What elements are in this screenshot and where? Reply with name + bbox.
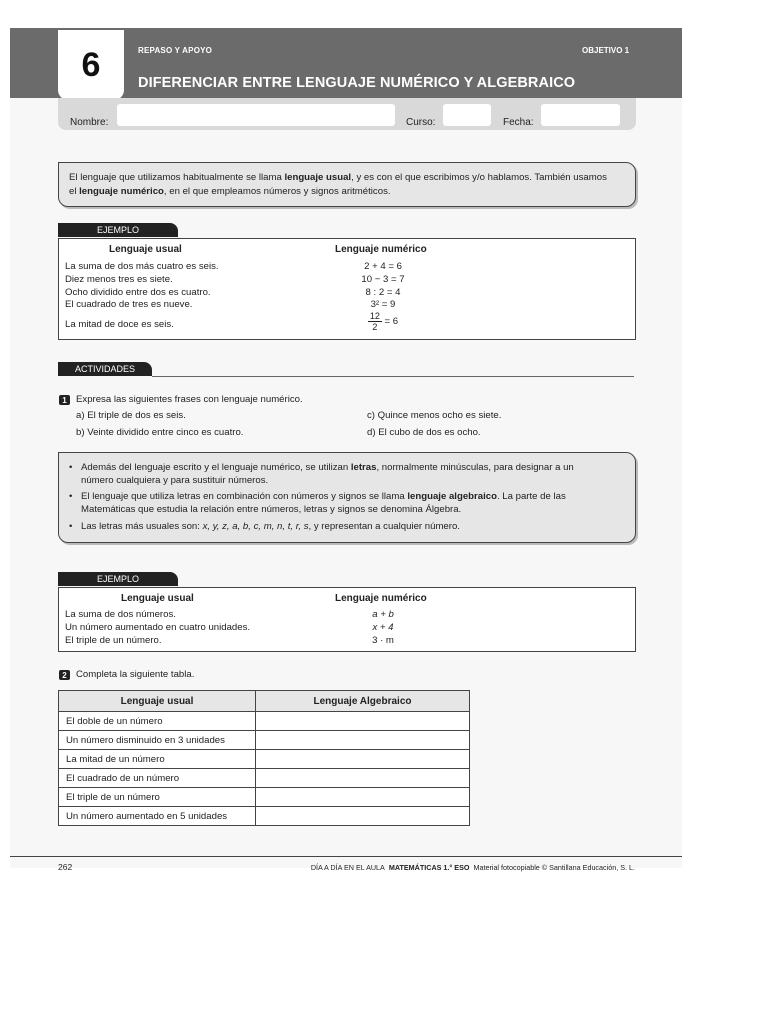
example-numeric: 8 : 2 = 4 bbox=[365, 287, 401, 298]
row-usual-text: El doble de un número bbox=[59, 712, 256, 731]
example-box-1 bbox=[58, 238, 636, 340]
row-usual-text: Un número disminuido en 3 unidades bbox=[59, 731, 256, 750]
question-number-badge: 2 bbox=[59, 670, 70, 680]
course-field[interactable] bbox=[443, 104, 491, 126]
row-usual-text: La mitad de un número bbox=[59, 750, 256, 769]
table-row bbox=[59, 712, 470, 731]
section-label: REPASO Y APOYO bbox=[138, 46, 213, 55]
row-usual-text: Un número aumentado en 5 unidades bbox=[59, 807, 256, 826]
example-usual: La suma de dos más cuatro es seis. bbox=[65, 261, 219, 272]
complete-table bbox=[58, 690, 470, 826]
date-label: Fecha: bbox=[503, 117, 534, 128]
answer-cell[interactable] bbox=[256, 712, 470, 731]
question-2-prompt: Completa la siguiente tabla. bbox=[76, 669, 195, 680]
example-numeric: a + b bbox=[372, 609, 394, 620]
col-header-numeric: Lenguaje numérico bbox=[335, 593, 427, 604]
question-1-item-b: b) Veinte dividido entre cinco es cuatro. bbox=[76, 427, 244, 438]
course-label: Curso: bbox=[406, 117, 436, 128]
footer-credits: DÍA A DÍA EN EL AULA MATEMÁTICAS 1.° ESO Material fotocopiable © Santillana Educación, S. L. bbox=[310, 863, 635, 872]
question-1-prompt: Expresa las siguientes frases con lenguaje numérico. bbox=[76, 394, 303, 405]
info-bullet-3: • Las letras más usuales son: x, y, z, a, b, c, m, n, t, r, s, y representan a cualquier número. bbox=[69, 521, 460, 532]
name-label: Nombre: bbox=[70, 117, 109, 128]
date-field[interactable] bbox=[541, 104, 620, 126]
name-field[interactable] bbox=[117, 104, 395, 126]
page-title: DIFERENCIAR ENTRE LENGUAJE NUMÉRICO Y ALGEBRAICO bbox=[138, 75, 576, 91]
example-usual: La mitad de doce es seis. bbox=[65, 319, 174, 330]
example-usual: Diez menos tres es siete. bbox=[65, 274, 173, 285]
question-1-item-d: d) El cubo de dos es ocho. bbox=[367, 427, 481, 438]
example-numeric-fraction: $\frac{12}{2}$ = 6 bbox=[369, 311, 399, 332]
question-number-badge: 1 bbox=[59, 395, 70, 405]
answer-cell[interactable] bbox=[256, 788, 470, 807]
question-1-item-a: a) El triple de dos es seis. bbox=[76, 410, 186, 421]
example-usual: Ocho dividido entre dos es cuatro. bbox=[65, 287, 211, 298]
algebra-info-box bbox=[58, 452, 636, 543]
intro-line-1: El lenguaje que utilizamos habitualmente se llama lenguaje usual, y es con el que escribimos y/o hablamos. También usamos bbox=[69, 172, 607, 183]
example-numeric: x + 4 bbox=[372, 622, 394, 633]
objective-label: OBJETIVO 1 bbox=[582, 46, 630, 55]
example-usual: Un número aumentado en cuatro unidades. bbox=[65, 622, 251, 633]
example-numeric: 2 + 4 = 6 bbox=[364, 261, 402, 272]
footer-divider bbox=[10, 856, 682, 857]
intro-info-box bbox=[58, 162, 636, 207]
answer-cell[interactable] bbox=[256, 769, 470, 788]
col-header-usual: Lenguaje usual bbox=[109, 244, 182, 255]
example-tab: EJEMPLO bbox=[58, 223, 178, 237]
answer-cell[interactable] bbox=[256, 807, 470, 826]
example-usual: El triple de un número. bbox=[65, 635, 162, 646]
table-row bbox=[59, 788, 470, 807]
page-number: 262 bbox=[58, 862, 73, 872]
info-bullet-2: • El lenguaje que utiliza letras en combinación con números y signos se llama lenguaje algebraico. La parte de las Matemáticas que estudia la relación entre números, letras y signos se denomina Álgebra. bbox=[69, 491, 566, 515]
table-row bbox=[59, 807, 470, 826]
example-tab: EJEMPLO bbox=[58, 572, 178, 586]
answer-cell[interactable] bbox=[256, 731, 470, 750]
intro-line-2: el lenguaje numérico, en el que empleamos números y signos aritméticos. bbox=[69, 186, 391, 197]
activities-tab: ACTIVIDADES bbox=[58, 362, 152, 376]
example-numeric: 10 − 3 = 7 bbox=[361, 274, 405, 285]
example-usual: El cuadrado de tres es nueve. bbox=[65, 299, 193, 310]
example-numeric: 3 · m bbox=[372, 635, 394, 646]
row-usual-text: El cuadrado de un número bbox=[59, 769, 256, 788]
col-header-usual: Lenguaje usual bbox=[121, 593, 194, 604]
row-usual-text: El triple de un número bbox=[59, 788, 256, 807]
info-bullet-1: • Además del lenguaje escrito y el lenguaje numérico, se utilizan letras, normalmente minúsculas, para designar a un número cualquiera y para sustituir números. bbox=[69, 462, 574, 486]
table-row bbox=[59, 750, 470, 769]
table-row bbox=[59, 769, 470, 788]
activities-divider bbox=[152, 376, 634, 377]
example-usual: La suma de dos números. bbox=[65, 609, 176, 620]
table-header-algebraic: Lenguaje Algebraico bbox=[256, 691, 470, 712]
answer-cell[interactable] bbox=[256, 750, 470, 769]
table-header-usual: Lenguaje usual bbox=[59, 691, 256, 712]
example-numeric: 3² = 9 bbox=[370, 299, 396, 310]
example-box-2 bbox=[58, 587, 636, 652]
table-row bbox=[59, 731, 470, 750]
question-1-item-c: c) Quince menos ocho es siete. bbox=[367, 410, 502, 421]
unit-number: 6 bbox=[58, 30, 124, 100]
col-header-numeric: Lenguaje numérico bbox=[335, 244, 427, 255]
